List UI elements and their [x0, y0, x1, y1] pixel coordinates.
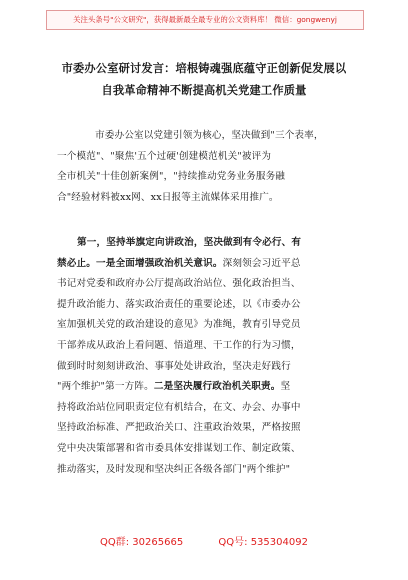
qq-group-number: QQ群: 30265665	[100, 537, 184, 548]
paragraph-line: 提升政治能力、落实政治责任的重要论述，以《市委办公	[57, 298, 301, 310]
paragraph-line: 推动落实，及时发现和坚决纠正各级各部门"两个维护"	[57, 463, 291, 475]
paragraph-first-point	[57, 233, 357, 480]
paragraph-line: 室加强机关党的政治建设的意见》为准绳，教育引导党员	[57, 319, 301, 331]
paragraph-line: 市委办公室以党建引领为核心，坚决做到"三个表率，	[95, 130, 324, 141]
paragraph-text: 深刻领会习近平总	[222, 257, 301, 269]
paragraph-line: 持将政治站位同职责定位有机结合，在文、办会、办事中	[57, 401, 301, 413]
paragraph-line: 坚持政治标准、严把政治关口、注重政治效果，严格按照	[57, 422, 301, 434]
title-line-2: 自我革命精神不断提高机关党建工作质量	[101, 83, 307, 97]
paragraph-line: 全市机关"十佳创新案例"，"持续推动党务业务服务融	[57, 171, 286, 183]
paragraph-intro	[57, 126, 357, 208]
paragraph-line: 干部养成从政治上看问题、悟道理、干工作的行为习惯，	[57, 339, 301, 351]
paragraph-line: 一个模范"、"聚焦'五个过硬'创建模范机关"被评为	[57, 150, 272, 162]
paragraph-line: 做到时时刻刻讲政治、事事处处讲政治，坚决走好践行	[57, 360, 291, 372]
paragraph-line: 合"经验材料被xx网、xx日报等主流媒体采用推广。	[57, 191, 279, 203]
contact-footer	[0, 533, 408, 548]
promo-banner: 关注头条号"公文研究"，获得最新最全最专业的公文资料库！ 微信：gongwenyj	[46, 10, 364, 30]
qq-account-number: QQ号: 535304092	[218, 537, 308, 548]
paragraph-text: "两个维护"第一方阵。	[57, 381, 154, 393]
subheading-one: 禁必止。一是全面增强政治机关意识。	[57, 257, 223, 269]
paragraph-text: 坚	[280, 381, 291, 393]
paragraph-line: 党中央决策部署和省市委具体安排谋划工作、制定政策、	[57, 442, 301, 454]
paragraph-line: 书记对党委和政府办公厅提高政治站位、强化政治担当、	[57, 278, 301, 290]
section-heading: 第一，坚持举旗定向讲政治，坚决做到有令必行、有	[77, 237, 302, 248]
document-title	[30, 57, 378, 101]
title-line-1: 市委办公室研讨发言：培根铸魂强底蕴守正创新促发展以	[61, 61, 347, 75]
subheading-two: 二是坚决履行政治机关职责。	[153, 381, 281, 393]
